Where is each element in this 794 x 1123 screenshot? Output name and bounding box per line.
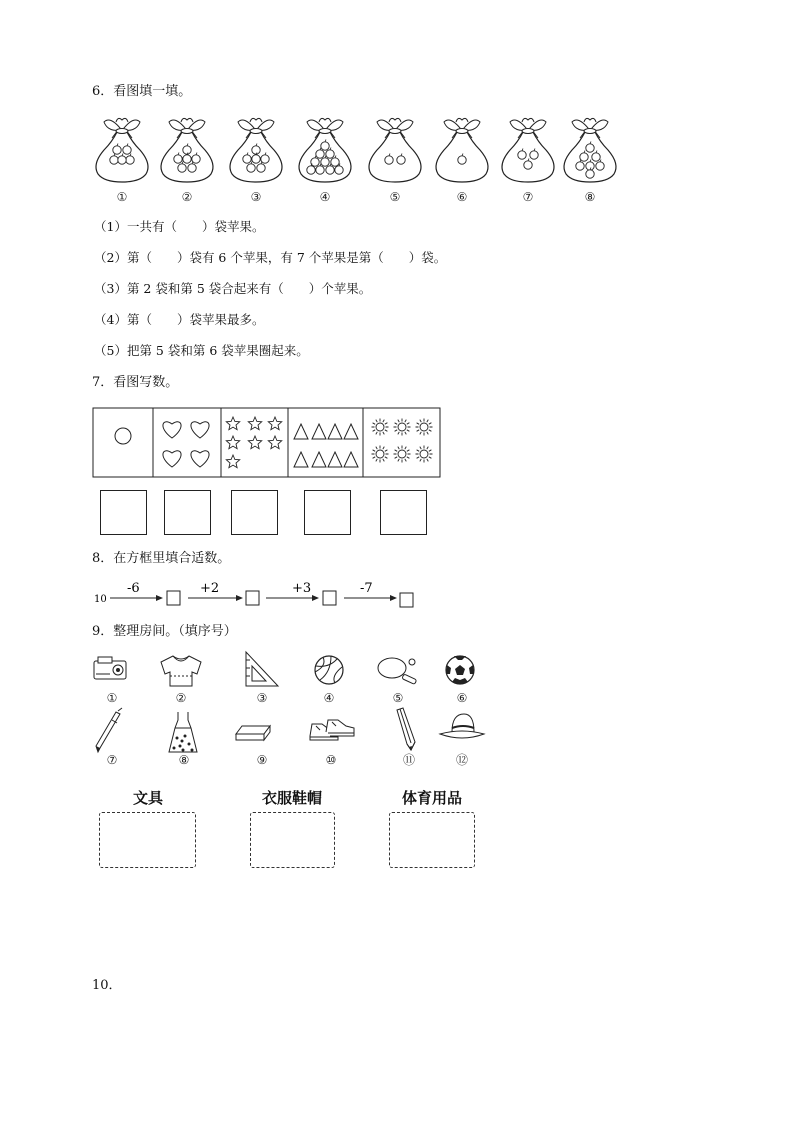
q10-title: 10．	[92, 978, 122, 993]
apple	[326, 150, 334, 158]
bag-label: ①	[116, 190, 128, 204]
apple	[252, 155, 260, 163]
item-label: ⑫	[455, 753, 469, 767]
answer-box-2[interactable]	[164, 490, 211, 535]
op-2: +2	[200, 581, 220, 596]
chain-box-2	[246, 591, 259, 605]
chain-box-4	[400, 593, 413, 607]
triangle-shape	[344, 452, 358, 467]
apple	[123, 146, 131, 154]
apple	[321, 158, 329, 166]
chain-start: 10	[94, 594, 107, 605]
apple	[118, 156, 126, 164]
item-label: ④	[323, 691, 335, 705]
apple	[326, 166, 334, 174]
item-label: ⑥	[456, 691, 468, 705]
triangle-shape	[328, 452, 342, 467]
apple	[183, 155, 191, 163]
apple	[530, 151, 538, 159]
pen-icon	[96, 708, 122, 752]
apple	[586, 144, 594, 152]
bag-label: ⑦	[522, 190, 534, 204]
sun-shape	[394, 419, 411, 436]
item-label: ③	[256, 691, 268, 705]
shirt-icon	[161, 656, 201, 686]
triangles-group	[294, 424, 358, 467]
apple	[335, 166, 343, 174]
star-shape	[268, 417, 281, 430]
answer-box-4[interactable]	[304, 490, 351, 535]
apple	[321, 142, 329, 150]
star-shape	[268, 436, 281, 449]
apple	[316, 166, 324, 174]
bag-label: ⑥	[456, 190, 468, 204]
q8-title: 8．在方框里填合适数。	[92, 551, 231, 566]
apple	[257, 164, 265, 172]
answer-box-3[interactable]	[231, 490, 278, 535]
bag-label: ⑧	[584, 190, 596, 204]
apple-bags-figure	[0, 110, 794, 210]
heart-shape	[163, 451, 181, 467]
apple	[183, 146, 191, 154]
apple	[126, 156, 134, 164]
star-shape	[226, 417, 239, 430]
sun-shape	[416, 419, 433, 436]
apple	[385, 156, 393, 164]
room-items-figure	[0, 648, 794, 773]
star-shape	[248, 436, 261, 449]
item-label: ⑧	[178, 753, 190, 767]
sneakers-icon	[310, 720, 354, 740]
triangle-shape	[312, 424, 326, 439]
item-label: ⑨	[256, 753, 268, 767]
apple	[524, 161, 532, 169]
triangle-shape	[294, 424, 308, 439]
q6-item-4: （4）第（ ）袋苹果最多。	[94, 312, 265, 327]
star-shape	[248, 417, 261, 430]
triangle-shape	[328, 424, 342, 439]
sun-shape	[372, 419, 389, 436]
q6-title: 6．看图填一填。	[92, 84, 192, 99]
bag-label: ②	[181, 190, 193, 204]
apple-bag-4	[299, 118, 351, 204]
apple	[174, 155, 182, 163]
category-sports-box[interactable]	[389, 812, 475, 868]
apple-bag-5	[369, 118, 421, 204]
category-stationery-box[interactable]	[99, 812, 196, 868]
category-clothing-box[interactable]	[250, 812, 335, 868]
apple	[458, 156, 466, 164]
op-3: +3	[292, 581, 312, 596]
apple	[592, 153, 600, 161]
chain-box-3	[323, 591, 336, 605]
category-sports-label: 体育用品	[401, 789, 462, 807]
apple	[188, 164, 196, 172]
item-label: ⑪	[402, 753, 416, 767]
bag-label: ⑤	[389, 190, 401, 204]
apple	[586, 170, 594, 178]
stars-group	[226, 417, 281, 468]
ping-pong-paddle-icon	[378, 658, 417, 684]
circle-shape	[115, 428, 131, 444]
apple	[307, 166, 315, 174]
apple	[311, 158, 319, 166]
item-label: ②	[175, 691, 187, 705]
q6-item-3: （3）第 2 袋和第 5 袋合起来有（ ）个苹果。	[94, 281, 372, 296]
dress-icon	[169, 712, 197, 752]
pencil-icon	[397, 708, 415, 750]
heart-shape	[191, 451, 209, 467]
apple	[518, 151, 526, 159]
apple-bag-6	[436, 118, 488, 204]
apple-bag-8	[564, 118, 616, 204]
apple	[243, 155, 251, 163]
star-shape	[226, 436, 239, 449]
apple	[596, 162, 604, 170]
shape-count-table	[92, 407, 442, 479]
volleyball-icon	[315, 656, 343, 684]
q6-item-5: （5）把第 5 袋和第 6 袋苹果圈起来。	[94, 343, 309, 358]
item-label: ⑩	[325, 753, 337, 767]
soccer-ball-icon	[446, 656, 474, 684]
op-1: -6	[127, 581, 140, 596]
heart-shape	[163, 422, 181, 438]
answer-box-1[interactable]	[100, 490, 147, 535]
q6-item-2: （2）第（ ）袋有 6 个苹果，有 7 个苹果是第（ ）袋。	[94, 250, 447, 265]
q6-item-1: （1）一共有（ ）袋苹果。	[94, 219, 265, 234]
sun-shape	[372, 446, 389, 463]
apple	[110, 156, 118, 164]
answer-box-5[interactable]	[380, 490, 427, 535]
chain-box-1	[167, 591, 180, 605]
q7-title: 7．看图写数。	[92, 375, 179, 390]
item-label: ⑤	[392, 691, 404, 705]
apple	[331, 158, 339, 166]
hearts-group	[163, 422, 209, 467]
item-label: ①	[106, 691, 118, 705]
apple	[252, 146, 260, 154]
triangle-shape	[312, 452, 326, 467]
suns-group	[372, 419, 433, 463]
category-clothing-label: 衣服鞋帽	[261, 789, 322, 807]
apple-bag-1	[96, 118, 148, 204]
apple-bag-7	[502, 118, 554, 204]
q9-title: 9．整理房间。（填序号）	[92, 624, 237, 639]
sun-shape	[394, 446, 411, 463]
apple	[113, 146, 121, 154]
apple	[576, 162, 584, 170]
apple	[247, 164, 255, 172]
apple	[178, 164, 186, 172]
apple-bag-2	[161, 118, 213, 204]
apple	[397, 156, 405, 164]
eraser-icon	[236, 726, 270, 740]
sun-shape	[416, 446, 433, 463]
heart-shape	[191, 422, 209, 438]
apple-bag-3	[230, 118, 282, 204]
triangle-shape	[294, 452, 308, 467]
op-4: -7	[360, 581, 373, 596]
number-chain	[90, 578, 420, 610]
triangle-shape	[344, 424, 358, 439]
star-shape	[226, 455, 239, 468]
category-stationery-label: 文具	[132, 789, 163, 807]
sharpener-icon	[94, 657, 126, 679]
set-square-icon	[246, 652, 278, 686]
bag-label: ③	[250, 190, 262, 204]
item-label: ⑦	[106, 753, 118, 767]
apple	[316, 150, 324, 158]
bag-label: ④	[319, 190, 331, 204]
hat-icon	[440, 714, 484, 738]
